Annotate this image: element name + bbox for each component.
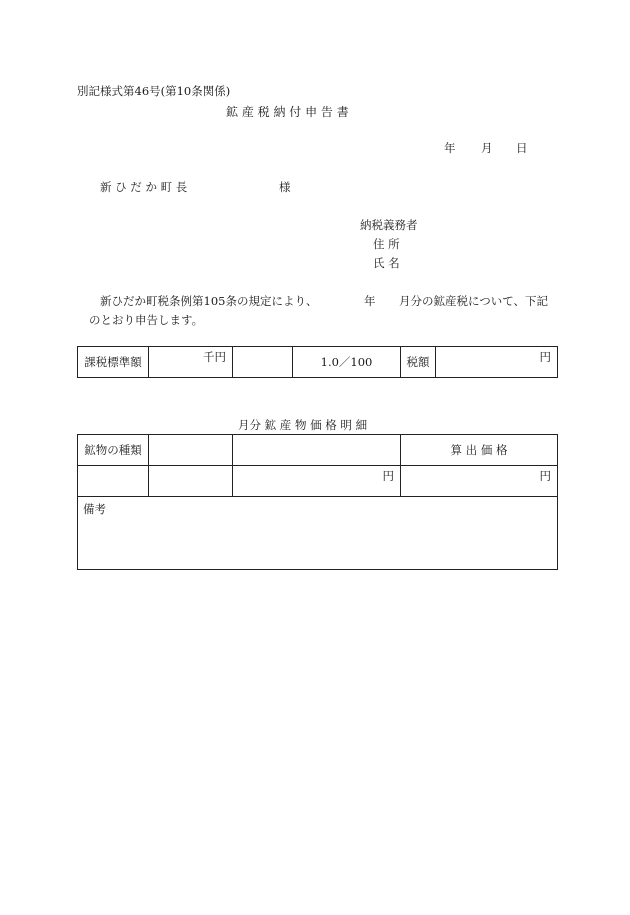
tax-base-unit: 千円 [203,350,226,364]
form-number: 別記様式第46号(第10条関係) [77,84,231,98]
mineral-value-field[interactable] [233,466,401,497]
declaration-text-suffix: 月分の鉱産税について、下記 [399,294,549,308]
taxpayer-name-label: 氏 名 [373,256,400,270]
declaration-text-line2: のとおり申告します。 [89,313,204,327]
mineral-row-blank [78,466,149,497]
mineral-header-blank [233,435,401,466]
tax-calculation-table [77,346,558,378]
mineral-type-label: 鉱物の種類 [78,435,149,466]
date-year-label: 年 [444,141,456,155]
taxpayer-label: 納税義務者 [360,218,418,232]
declaration-text-prefix: 新ひだか町税条例第105条の規定により、 [100,294,318,308]
date-month-label: 月 [481,141,493,155]
tax-amount-label: 税額 [401,347,436,378]
calculated-price-unit: 円 [539,469,551,483]
tax-amount-unit: 円 [539,350,551,364]
tax-base-amount-field[interactable] [149,347,233,378]
calculated-price-label: 算 出 価 格 [401,435,558,466]
addressee-name: 新 ひ だ か 町 長 [100,180,188,194]
calculated-price-field[interactable] [401,466,558,497]
taxpayer-address-label: 住 所 [373,237,400,251]
document-title: 鉱 産 税 納 付 申 告 書 [226,105,349,119]
mineral-name-field[interactable] [149,466,233,497]
mineral-value-unit: 円 [382,469,394,483]
tax-base-label: 課税標準額 [78,347,149,378]
tax-rate: 1.0／100 [293,347,401,378]
detail-title: 月分 鉱 産 物 価 格 明 細 [238,418,368,432]
tax-amount-field[interactable] [436,347,558,378]
declaration-year-label: 年 [364,294,376,308]
remarks-field[interactable] [78,497,558,570]
mineral-type-field[interactable] [149,435,233,466]
addressee-honorific: 様 [279,180,291,194]
tax-base-extra-field[interactable] [233,347,293,378]
mineral-price-detail-table [77,434,558,570]
date-day-label: 日 [516,141,528,155]
remarks-label: 備考 [83,502,106,516]
